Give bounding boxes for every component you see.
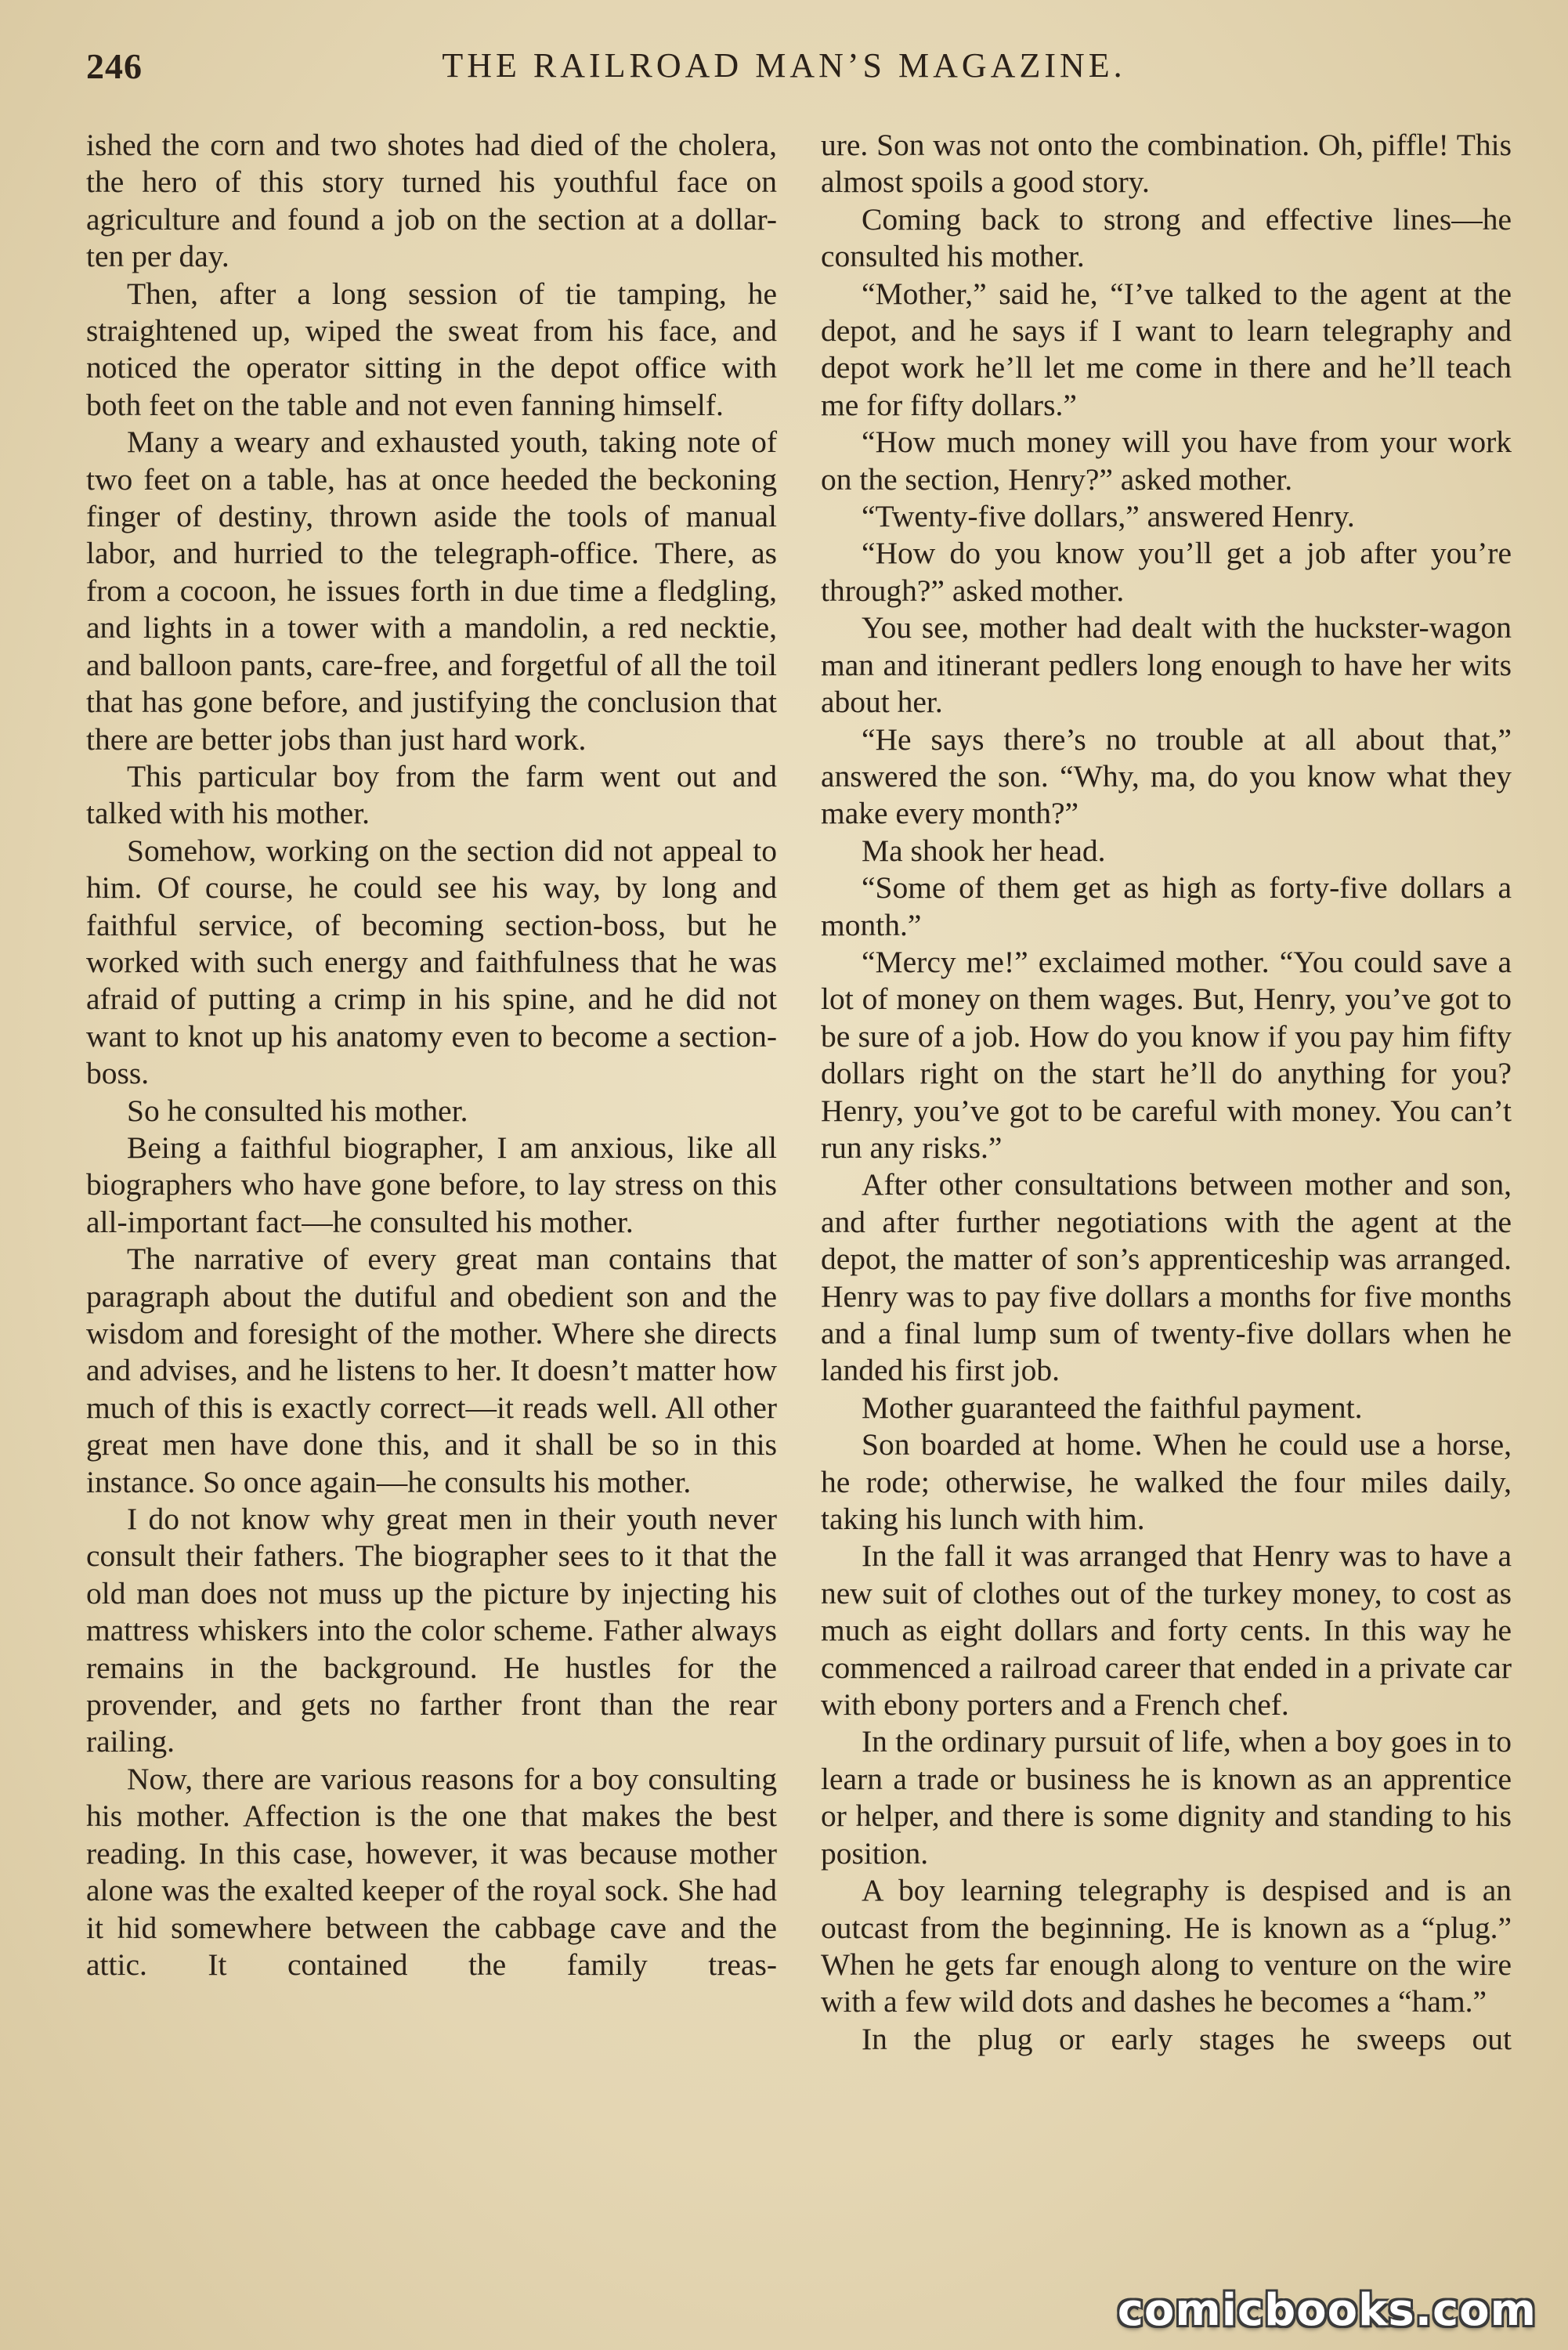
paragraph: Many a weary and exhausted youth, taking note of two feet on a table, has at once heeded the beckoning finger of destiny, thrown aside the tools of manual labor, and hurried to the telegraph-office. There, as from a cocoon, he issues forth in due time a fledgling, and lights in a tower with a mandolin, a red necktie, and balloon pants, care-free, and forgetful of all the toil that has gone before, and justifying the conclusion that there are better jobs than just hard work. [86,425,777,757]
paragraph: In the ordinary pursuit of life, when a boy goes in to learn a trade or business he is known as an apprentice or helper, and there is some dignity and standing to his position. [821,1724,1512,1871]
paragraph: Somehow, working on the section did not appeal to him. Of course, he could see his way, by long and faithful service, of becoming section-boss, but he worked with such energy and faithfulness that he was afraid of putting a crimp in his spine, and he did not want to knot up his anatomy even to become a section-boss. [86,833,777,1091]
watermark-logo: comicbooks.com [1117,2285,1537,2336]
paragraph: Son boarded at home. When he could use a horse, he rode; otherwise, he walked the four miles daily, taking his lunch with him. [821,1427,1512,1537]
paragraph: A boy learning telegraphy is despised and is an outcast from the beginning. He is known as a “plug.” When he gets far enough along to venture on the wire with a few wild dots and dashes he becomes a “ham.” [821,1873,1512,2019]
page-header [86,45,1482,100]
paragraph: “Mother,” said he, “I’ve talked to the agent at the depot, and he says if I want to learn telegraphy and depot work he’ll let me come in there and he’ll teach me for fifty dollars.” [821,276,1512,422]
left-column [86,127,777,1983]
paragraph: Coming back to strong and effective lines—he consulted his mother. [821,201,1512,274]
paragraph: ished the corn and two shotes had died of the cholera, the hero of this story turned his youthful face on agriculture and found a job on the section at a dollar-ten per day. [86,128,777,274]
page-number: 246 [86,46,143,86]
paragraph: In the plug or early stages he sweeps out [862,2021,1512,2056]
paragraph: In the fall it was arranged that Henry was to have a new suit of clothes out of the turkey money, to cost as much as eight dollars and forty cents. In this way he commenced a railroad career that ended in a private car with ebony porters and a French chef. [821,1538,1512,1723]
paragraph: “Some of them get as high as forty-five dollars a month.” [821,870,1512,942]
running-title: THE RAILROAD MAN’S MAGAZINE. [442,46,1126,85]
paragraph: Now, there are various reasons for a boy consulting his mother. Affection is the one that makes the best reading. In this case, however, it was because mother alone was the exalted keeper of the royal sock. She had it hid somewhere between the cabbage cave and the attic. It contained the family treas- [86,1761,777,1982]
paragraph: “How do you know you’ll get a job after you’re through?” asked mother. [821,536,1512,608]
paragraph: This particular boy from the farm went out and talked with his mother. [86,758,777,831]
paragraph: “Twenty-five dollars,” answered Henry. [862,499,1355,534]
paragraph: You see, mother had dealt with the huckster-wagon man and itinerant pedlers long enough to have her wits about her. [821,610,1512,720]
paragraph: I do not know why great men in their youth never consult their fathers. The biographer sees to it that the old man does not muss up the picture by injecting his mattress whiskers into the color scheme. Father always remains in the background. He hustles for the provender, and gets no farther front than the rear railing. [86,1502,777,1759]
paragraph: “How much money will you have from your work on the section, Henry?” asked mother. [821,425,1512,497]
paragraph: Mother guaranteed the faithful payment. [862,1390,1363,1425]
paragraph: Then, after a long session of tie tamping, he straightened up, wiped the sweat from his face, and noticed the operator sitting in the depot office with both feet on the table and not even fanning himself. [86,276,777,422]
right-column [821,127,1512,2058]
paragraph: “Mercy me!” exclaimed mother. “You could save a lot of money on them wages. But, Henry, you’ve got to be sure of a job. How do you know if you pay him fifty dollars right on the start he’ll do anything for you? Henry, you’ve got to be careful with money. You can’t run any risks.” [821,944,1512,1165]
paragraph: ure. Son was not onto the combination. Oh, piffle! This almost spoils a good story. [821,128,1512,200]
paragraph: Ma shook her head. [862,833,1106,868]
paragraph: Being a faithful biographer, I am anxious, like all biographers who have gone before, to lay stress on this all-important fact—he consulted his mother. [86,1130,777,1239]
paragraph: The narrative of every great man contains that paragraph about the dutiful and obedient son and the wisdom and foresight of the mother. Where she directs and advises, and he listens to her. It doesn’t matter how much of this is exactly correct—it reads well. All other great men have done this, and it shall be so in this instance. So once again—he consults his mother. [86,1242,777,1499]
paragraph: “He says there’s no trouble at all about that,” answered the son. “Why, ma, do you know what they make every month?” [821,721,1512,831]
paragraph: So he consulted his mother. [127,1093,468,1128]
paragraph: After other consultations between mother and son, and after further negotiations with the agent at the depot, the matter of son’s apprenticeship was arranged. Henry was to pay five dollars a months for five months and a final lump sum of twenty-five dollars when he landed his first job. [821,1167,1512,1388]
